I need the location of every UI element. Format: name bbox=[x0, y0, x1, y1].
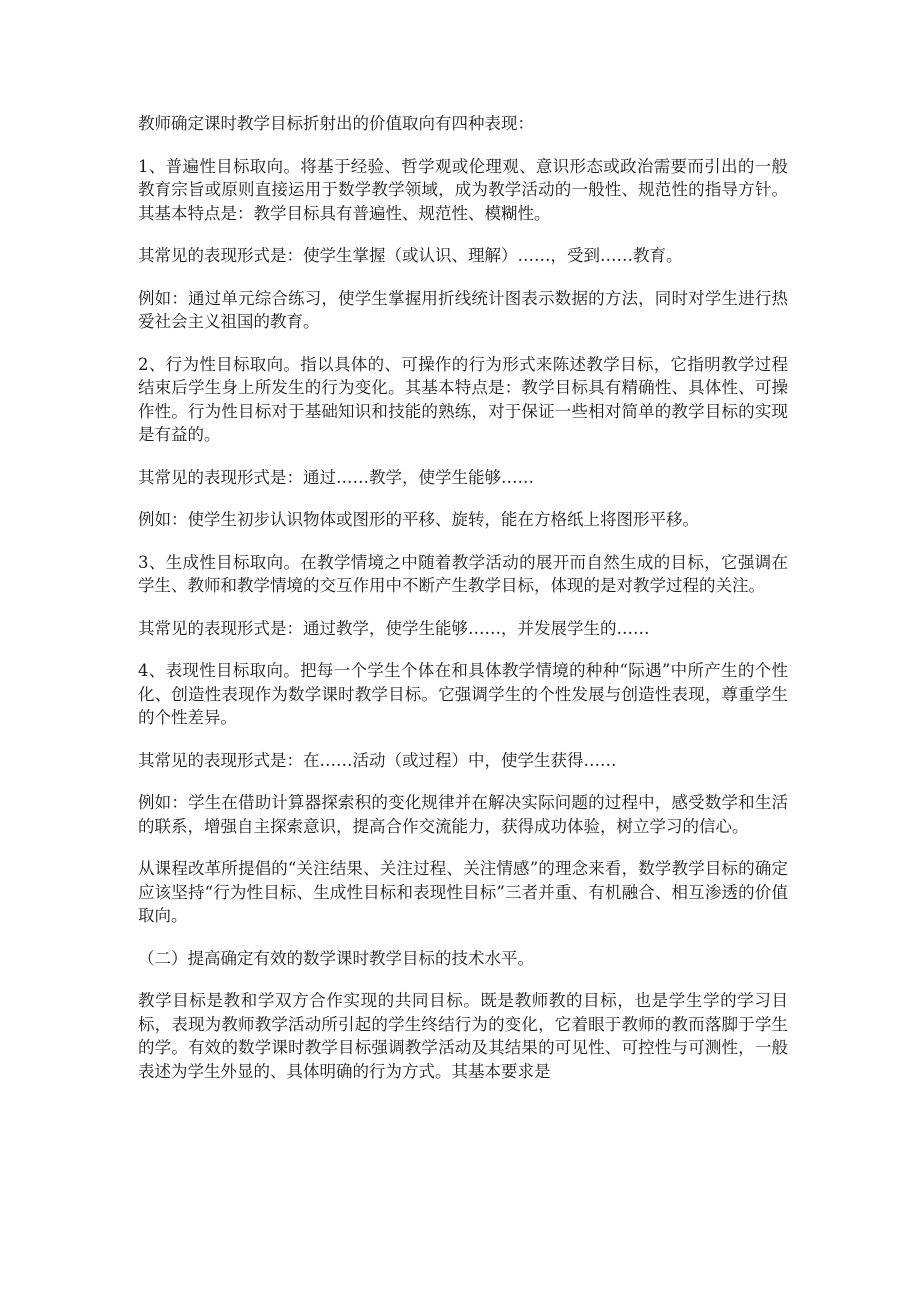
section-heading: （二）提高确定有效的数学课时教学目标的技术水平。 bbox=[138, 948, 534, 968]
expressive-goal-example: 例如：学生在借助计算器探索积的变化规律并在解决实际问题的过程中，感受数学和生活的联系，增强自主探索意识，提高合作交流能力，获得成功体验，树立学习的信心。 bbox=[138, 793, 788, 836]
universal-goal-paragraph: 1、普遍性目标取向。将基于经验、哲学观或伦理观、意识形态或政治需要而引出的一般教育宗旨或原则直接运用于数学教学领域，成为教学活动的一般性、规范性的指导方针。其基本特点是：教学目标具有普遍性、规范性、模糊性。 bbox=[138, 156, 788, 223]
behavioral-goal-paragraph: 2、行为性目标取向。指以具体的、可操作的行为形式来陈述教学目标，它指明教学过程结束后学生身上所发生的行为变化。其基本特点是：教学目标具有精确性、具体性、可操作性。行为性目标对于基础知识和技能的熟练，对于保证一些相对简单的教学目标的实现是有益的。 bbox=[138, 354, 788, 444]
expressive-goal-form: 其常见的表现形式是：在……活动（或过程）中，使学生获得…… bbox=[138, 750, 617, 770]
universal-goal-form: 其常见的表现形式是：使学生掌握（或认识、理解）……，受到……教育。 bbox=[138, 246, 683, 265]
teaching-goal-definition-paragraph: 教学目标是教和学双方合作实现的共同目标。既是教师教的目标，也是学生学的学习目标，表现为教师教学活动所引起的学生终结行为的变化，它着眼于教师的教而落脚于学生的学。有效的数学课时教学目标强调教学活动及其结果的可见性、可控性与可测性，一般表述为学生外显的、具体明确的行为方式。其基本要求是 bbox=[138, 991, 788, 1081]
expressive-goal-paragraph: 4、表现性目标取向。把每一个学生个体在和具体教学情境的种种“际遇”中所产生的个性化、创造性表现作为数学课时教学目标。它强调学生的个性发展与创造性表现，尊重学生的个性差异。 bbox=[138, 661, 788, 727]
universal-goal-example: 例如：通过单元综合练习，使学生掌握用折线统计图表示数据的方法，同时对学生进行热爱社会主义祖国的教育。 bbox=[138, 288, 788, 331]
generative-goal-paragraph: 3、生成性目标取向。在教学情境之中随着教学活动的展开而自然生成的目标，它强调在学生、教师和教学情境的交互作用中不断产生教学目标，体现的是对教学过程的关注。 bbox=[138, 552, 788, 595]
reform-conclusion-paragraph: 从课程改革所提倡的“关注结果、关注过程、关注情感”的理念来看，数学教学目标的确定应该坚持“行为性目标、生成性目标和表现性目标”三者并重、有机融合、相互渗透的价值取向。 bbox=[138, 859, 788, 925]
behavioral-goal-example: 例如：使学生初步认识物体或图形的平移、旋转，能在方格纸上将图形平移。 bbox=[138, 510, 699, 529]
document-page bbox=[138, 112, 788, 1102]
behavioral-goal-form: 其常见的表现形式是：通过……教学，使学生能够…… bbox=[138, 467, 534, 487]
intro-paragraph: 教师确定课时教学目标折射出的价值取向有四种表现： bbox=[138, 114, 534, 133]
generative-goal-form: 其常见的表现形式是：通过教学，使学生能够……，并发展学生的…… bbox=[138, 618, 650, 638]
